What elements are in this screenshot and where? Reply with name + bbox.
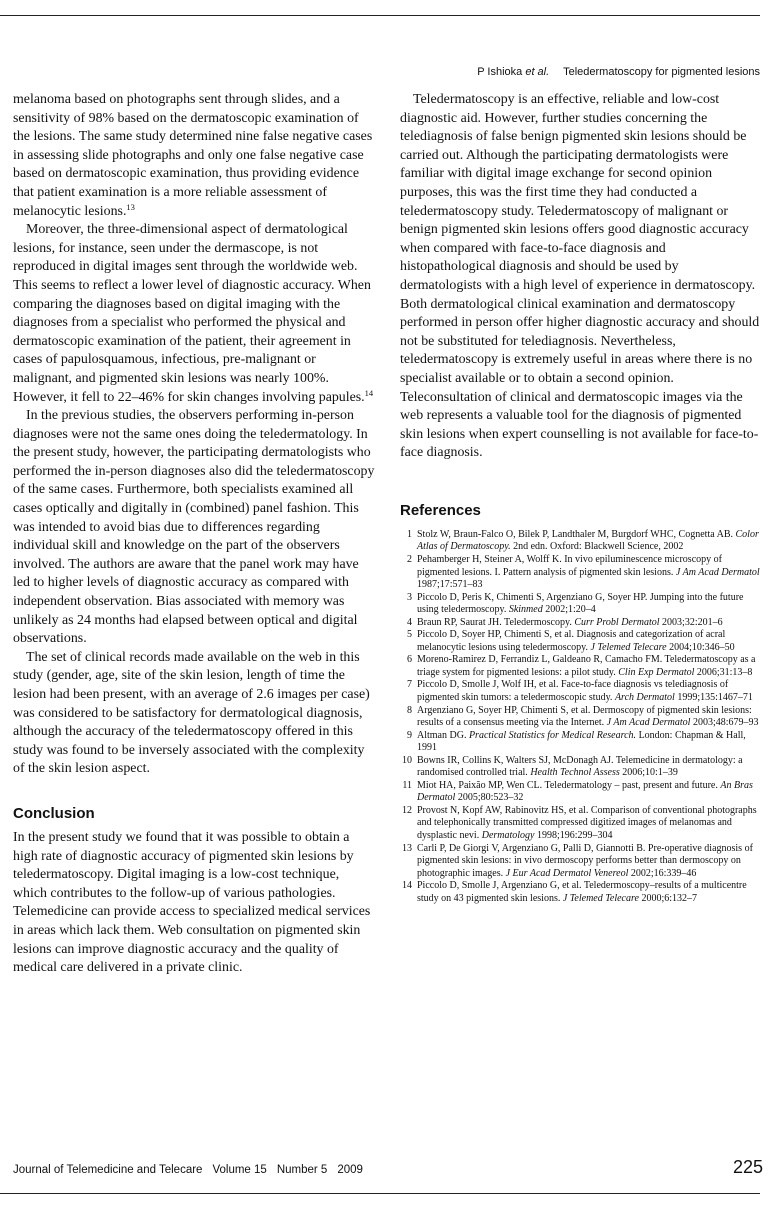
running-head-title: Teledermatoscopy for pigmented lesions [563, 66, 760, 78]
paragraph: Teledermatoscopy is an effective, reliable and low-cost diagnostic aid. However, further studies concerning the telediagnosis of false benign pigmented skin lesions should be carried out. Although the participating dermatologists were familiar with digital image exchange for second opinion purposes, this was the first time they had conducted a teledermatoscopy study. Teledermatoscopy of malignant or benign pigmented skin lesions offers good diagnostic accuracy when compared with face-to-face diagnosis and histopathological diagnosis and should be used by dermatologists with a high level of experience in dermatoscopy. Both dermatological clinical examination and dermatoscopy performed in person offer higher diagnostic accuracy and should not be substituted for telediagnosis. Nevertheless, teledermatoscopy is extremely useful in areas where there is no specialist available or to obtain a second opinion. Teleconsultation of clinical and dermatoscopic images via the web represents a valuable tool for the diagnosis of pigmented skin lesions when expert counselling is not available for face-to-face diagnosis. [400, 92, 760, 461]
reference-journal: Arch Dermatol [614, 691, 675, 703]
running-head [477, 66, 760, 78]
reference-journal: Clin Exp Dermatol [618, 666, 695, 678]
reference-number: 9 [407, 729, 412, 741]
reference-journal: J Telemed Telecare [562, 892, 639, 904]
reference-citation: 2006;10:1–39 [619, 767, 678, 779]
reference-list [400, 529, 762, 905]
reference-journal: J Eur Acad Dermatol Venereol [505, 867, 629, 879]
reference-text: Piccolo D, Soyer HP, Chimenti S, et al. Diagnosis and categorization of acral melanocytic lesions using teledermoscopy. [417, 629, 726, 653]
reference-text: Pehamberger H, Steiner A, Wolff K. In vivo epiluminescence microscopy of pigmented lesions. I. Pattern analysis of pigmented skin lesions. [417, 553, 722, 578]
reference-citation: 2002;16:339–46 [628, 867, 697, 879]
reference-item [400, 554, 762, 592]
reference-number: 4 [407, 616, 412, 628]
reference-journal: Health Technol Assess [530, 767, 620, 779]
journal-volume: Volume 15 [212, 1164, 267, 1176]
reference-citation: 2002;1:20–4 [542, 604, 596, 616]
reference-text: Piccolo D, Smolle J, Wolf IH, et al. Face-to-face diagnosis vs telediagnosis of pigmented skin tumors: a teledermoscopic study. [417, 679, 729, 703]
reference-citation: 2nd edn. Oxford: Blackwell Science, 2002 [510, 541, 684, 553]
paragraph: Moreover, the three-dimensional aspect of dermatological lesions, for instance, seen under the dermascope, is not reproduced in digital images sent through the worldwide web. This seems to reflect a lower level of diagnostic accuracy. When comparing the diagnoses based on digital imaging with the diagnoses from a specialist who performed the physical and dermatoscopic examination of the patient, their agreement in cases of papulosquamous, infectious, pre-malignant or malignant, and pigmented skin lesions was nearly 100%. However, it fell to 22–46% for skin changes involving papules.$^{14}$ [13, 222, 374, 405]
reference-number: 3 [407, 591, 412, 603]
footer-journal-info [13, 1164, 363, 1176]
paragraph: The set of clinical records made available on the web in this study (gender, age, site of the skin lesion, length of time the lesion had been present, with an average of 2.6 images per case) was considered to be satisfactory for dermatological diagnosis, although the accuracy of the teledermatoscopy offered in this study was found to be inversely associated with the complexity of the skin lesion aspect. [13, 649, 370, 777]
reference-text: Piccolo D, Smolle J, Argenziano G, et al. Teledermoscopy–results of a multicentre study on 43 pigmented skin lesions. [417, 880, 747, 904]
reference-text: Bowns IR, Collins K, Walters SJ, McDonagh AJ. Telemedicine in dermatology: a randomised controlled trial. [417, 754, 743, 779]
reference-number: 13 [402, 842, 412, 854]
reference-item [400, 843, 762, 881]
reference-citation: 2003;32:201–6 [659, 616, 723, 628]
reference-item [400, 679, 762, 704]
journal-name: Journal of Telemedicine and Telecare [13, 1164, 203, 1176]
reference-journal: J Am Acad Dermatol [675, 566, 760, 578]
reference-number: 7 [407, 679, 412, 691]
reference-number: 8 [407, 704, 412, 716]
reference-citation: 2003;48:679–93 [690, 717, 759, 729]
left-column [13, 91, 375, 978]
reference-journal: Dermatology [481, 830, 535, 841]
conclusion-paragraph: In the present study we found that it was possible to obtain a high rate of diagnostic accuracy of pigmented skin lesions by teledermatoscopy. Digital imaging is a low-cost technique, which contributes to the follow-up of various pathologies. Telemedicine can provide access to specialized medical services in areas which lack them. Web consultation on pigmented skin lesions can improve diagnostic accuracy and the quality of medical care delivered in a private clinic. [13, 829, 371, 976]
running-head-etal: et al. [525, 66, 550, 78]
reference-item [400, 880, 762, 905]
conclusion-heading: Conclusion [13, 804, 95, 822]
reference-item [400, 705, 762, 730]
reference-number: 10 [402, 754, 412, 766]
reference-journal: Skinmed [508, 604, 543, 616]
page-number: 225 [732, 1157, 763, 1177]
reference-text: Altman DG. [417, 729, 469, 741]
reference-citation: 2000;6:132–7 [638, 892, 697, 904]
reference-text: Provost N, Kopf AW, Rabinovitz HS, et al. Comparison of conventional photographs and telephonically transmitted compressed digitized images of melanomas and dysplastic nevi. [417, 804, 757, 841]
right-column [400, 91, 762, 905]
citation-ref: 14 [364, 387, 374, 398]
reference-text: Moreno-Ramirez D, Ferrandiz L, Galdeano R, Camacho FM. Teledermatoscopy as a triage system for pigmented lesions: a pilot study. [417, 654, 756, 678]
reference-text: Carli P, De Giorgi V, Argenziano G, Palli D, Giannotti B. Pre-operative diagnosis of pigmented skin lesions: in vivo dermoscopy performs better than dermoscopy on photographic images. [417, 842, 753, 879]
reference-journal: J Am Acad Dermatol [606, 717, 691, 729]
journal-year: 2009 [337, 1164, 363, 1176]
reference-item [400, 629, 762, 654]
reference-citation: 1999;135:1467–71 [674, 691, 753, 703]
reference-journal: J Telemed Telecare [590, 641, 667, 653]
reference-item [400, 730, 762, 755]
top-rule [0, 15, 760, 16]
reference-number: 11 [402, 779, 412, 791]
reference-item [400, 780, 762, 805]
reference-text: Miot HA, Paixão MP, Wen CL. Teledermatology – past, present and future. [417, 779, 721, 791]
reference-citation: 1998;196:299–304 [534, 830, 613, 841]
journal-number: Number 5 [276, 1164, 328, 1176]
citation-ref: 13 [126, 201, 135, 212]
paragraph: In the previous studies, the observers performing in-person diagnoses were not the same ones doing the teledermatology. In the present study, however, the participating dermatologists who performed the in-person diagnoses also did the teledermatoscopy of the same cases. Furthermore, both specialists examined all cases optically and digitally in (combined) panel fashion. This was intended to avoid bias due to differences regarding individual skill and knowledge on the part of the observers involved. The authors are aware that the panel work may have led to higher levels of diagnostic accuracy as compared with independent observation. Bias associated with memory was unlikely as 24 months had elapsed between optical and digital observations. [13, 408, 375, 647]
reference-citation: 2004;10:346–50 [666, 641, 735, 653]
reference-number: 12 [402, 804, 412, 816]
reference-citation: 1987;17:571–83 [417, 579, 483, 591]
running-head-authors: P Ishioka [477, 66, 523, 78]
reference-number: 5 [407, 629, 412, 641]
reference-text: Braun RP, Saurat JH. Teledermoscopy. [417, 616, 575, 628]
reference-citation: London: Chapman & Hall, 1991 [417, 729, 746, 754]
reference-journal: Curr Probl Dermatol [574, 616, 660, 628]
reference-text: Stolz W, Braun-Falco O, Bilek P, Landthaler M, Burgdorf WHC, Cognetta AB. [417, 528, 736, 540]
reference-item [400, 529, 762, 554]
reference-text: Piccolo D, Peris K, Chimenti S, Argenziano G, Soyer HP. Jumping into the future using teledermoscopy. [417, 591, 744, 616]
reference-item [400, 592, 762, 617]
reference-item [400, 617, 762, 630]
reference-number: 6 [407, 654, 412, 666]
reference-text: Argenziano G, Soyer HP, Chimenti S, et al. Dermoscopy of pigmented skin lesions: results of a consensus meeting via the Internet. [417, 704, 752, 729]
reference-number: 14 [402, 880, 412, 892]
reference-item [400, 805, 762, 843]
bottom-rule [0, 1193, 760, 1194]
paragraph: melanoma based on photographs sent through slides, and a sensitivity of 98% based on the dermatoscopic examination of the lesions. The same study determined nine false negative cases in assessing slide photographs and only one false negative case based on dermatoscopic examination, thus providing evidence that patient examination is a more reliable assessment of melanocytic lesions.$^{13}$ [13, 92, 373, 219]
reference-number: 1 [407, 528, 412, 540]
reference-citation: 2005;80:523–32 [455, 792, 524, 804]
reference-citation: 2006;31:13–8 [694, 666, 753, 678]
reference-journal: Color Atlas of Dermatoscopy. [417, 528, 759, 553]
references-heading: References [400, 501, 481, 519]
reference-journal: An Bras Dermatol [417, 779, 753, 804]
reference-journal: Practical Statistics for Medical Research. [468, 729, 637, 741]
reference-number: 2 [407, 553, 412, 565]
reference-item [400, 654, 762, 679]
reference-item [400, 755, 762, 780]
